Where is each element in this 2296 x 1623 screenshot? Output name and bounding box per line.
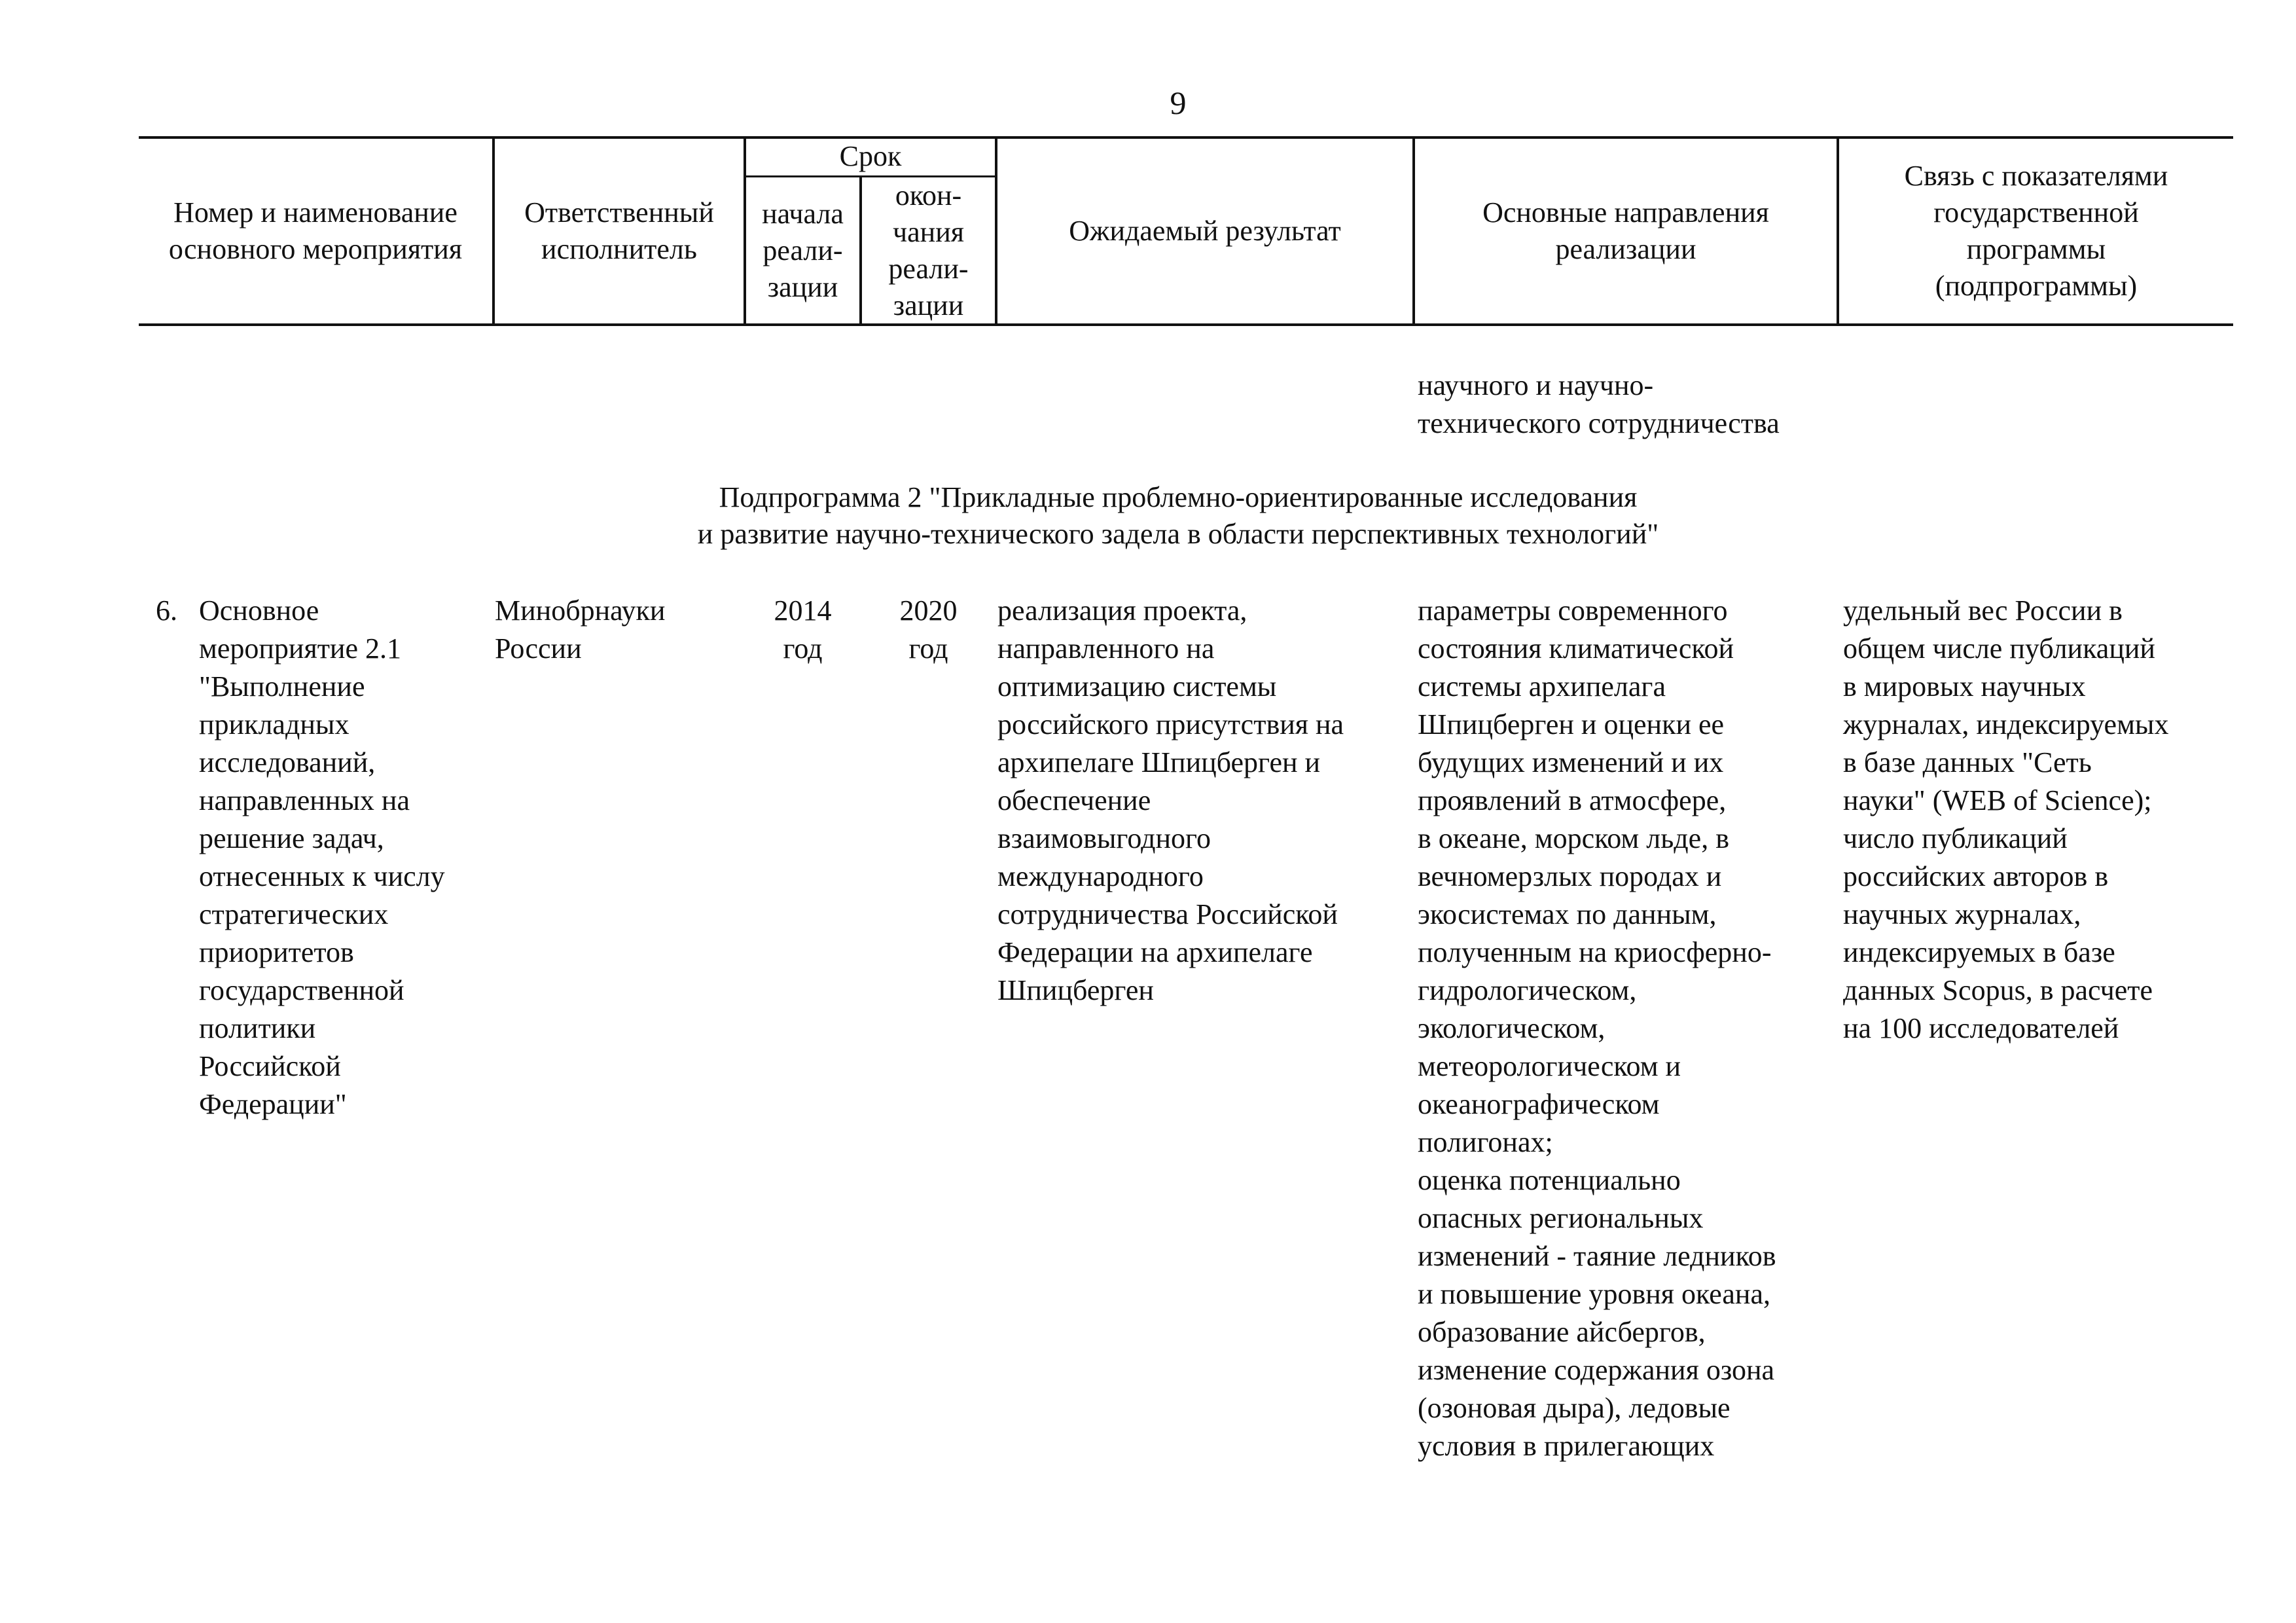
row-number: 6. xyxy=(156,594,177,627)
row-executor: Минобрнауки России xyxy=(495,594,666,665)
row-indicators: удельный вес России в общем числе публикаций в мировых научных журналах, индексируемых в базе данных "Сеть науки" (WEB of Science); число публикаций российских авторов в научных журналах, индексируемых в базе данных Scopus, в расчете на 100 исследователей xyxy=(1843,594,2169,1044)
row-expected-result: реализация проекта, направленного на оптимизацию системы российского присутствия на архипелаге Шпицберген и обеспечение взаимовыгодного международного сотрудничества Российской Федерации на архипелаге Шпицберген xyxy=(997,594,1344,1006)
header-activity-name: Номер и наименование основного мероприятия xyxy=(168,196,463,265)
row-end-year: 2020 год xyxy=(899,594,958,665)
row-activity-name: Основное мероприятие 2.1 "Выполнение прикладных исследований, направленных на решение задач, отнесенных к числу стратегических приоритетов государственной политики Российской Федерации" xyxy=(199,594,445,1120)
row-start-year: 2014 год xyxy=(774,594,832,665)
header-srok: Срок xyxy=(839,140,902,172)
page-number: 9 xyxy=(1170,84,1187,121)
header-directions: Основные направления реализации xyxy=(1482,196,1769,265)
subprogram-title: Подпрограмма 2 "Прикладные проблемно-ориентированные исследования и развитие научно-технического задела в области перспективных технологий" xyxy=(697,481,1659,550)
row-directions: параметры современного состояния климатической системы архипелага Шпицберген и оценки ее будущих изменений и их проявлений в атмосфере, в океане, морском льде, в вечномерзлых породах и экосистемах по данным, полученным на криосферно- гидрологическом, экологическом, метеорологическом и океанографическом полигонах; оценка потенциально опасных региональных изменений - таяние ледников и повышение уровня океана, образование айсбергов, изменение содержания озона (озоновая дыра), ледовые условия в прилегающих xyxy=(1418,594,1776,1462)
continuation-text: научного и научно- технического сотрудничества xyxy=(1418,369,1780,439)
header-start: начала реали- зации xyxy=(762,198,844,303)
header-end: окон- чания реали- зации xyxy=(888,179,969,321)
header-indicators: Связь с показателями государственной программы (подпрограммы) xyxy=(1904,160,2168,302)
header-executor: Ответственный исполнитель xyxy=(524,196,714,265)
header-expected-result: Ожидаемый результат xyxy=(1069,215,1341,247)
header-bottom-border xyxy=(139,323,2233,326)
